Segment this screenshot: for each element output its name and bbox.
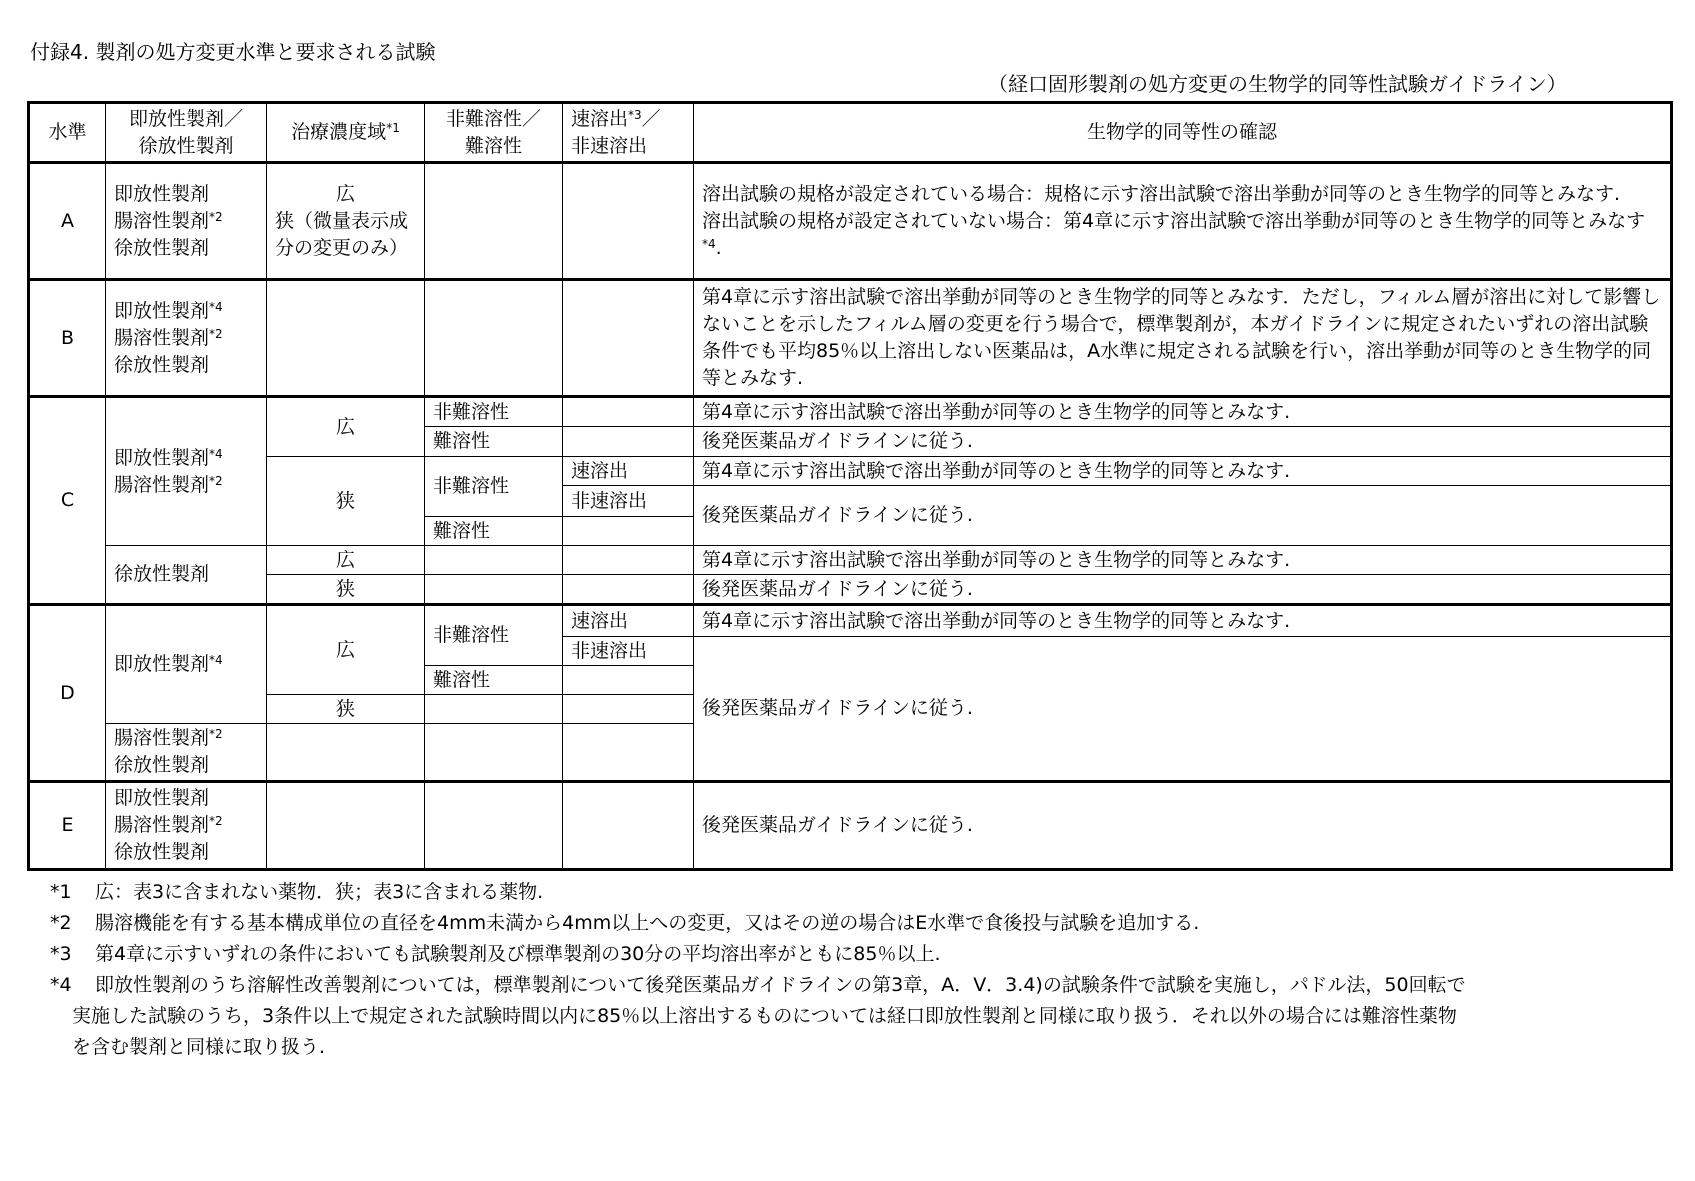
empty-cell [425,280,563,397]
empty-cell [425,782,563,870]
dissolution-cell: 速溶出 [563,605,694,637]
footnote-3: *3 第4章に示すいずれの条件においても試験製剤及び標準製剤の30分の平均溶出率がともに85％以上. [50,943,941,965]
therapeutic-cell: 広 [267,605,425,695]
formulation-cell: 腸溶性製剤$^{*2}$ 徐放性製剤 [106,724,267,782]
empty-cell [425,724,563,782]
source-note: （経口固形製剤の処方変更の生物学的同等性試験ガイドライン） [988,72,1567,96]
formulation-cell: 即放性製剤$^{*4}$ 腸溶性製剤$^{*2}$ 徐放性製剤 [106,280,267,397]
empty-cell [563,695,694,724]
confirmation-cell: 溶出試験の規格が設定されている場合：規格に示す溶出試験で溶出挙動が同等のとき生物学的同等とみなす. 溶出試験の規格が設定されていない場合：第4章に示す溶出試験で溶出挙動が同等のとき生物学的同等とみなす$^{*4}$. [694,163,1672,280]
table-row-c [29,397,1672,427]
empty-cell [563,163,694,280]
empty-cell [563,546,694,575]
empty-cell [563,517,694,546]
level-b: B [29,280,106,397]
empty-cell [563,427,694,457]
footnote-2: *2 腸溶機能を有する基本構成単位の直径を4mm未満から4mm以上への変更，又はその逆の場合はE水準で食後投与試験を追加する. [50,912,1200,934]
formulation-cell: 徐放性製剤 [106,546,267,605]
table-row-a [29,163,1672,280]
solubility-cell: 難溶性 [425,427,563,457]
change-level-table [27,101,1673,871]
page-title: 付録4. 製剤の処方変更水準と要求される試験 [30,40,436,64]
formulation-cell: 即放性製剤$^{*4}$ [106,605,267,724]
therapeutic-cell: 広 [267,546,425,575]
footnote-4-cont: 実施した試験のうち，3条件以上で規定された試験時間以内に85％以上溶出するものについては経口即放性製剤と同様に取り扱う．それ以外の場合には難溶性薬物 [72,1005,1457,1027]
dissolution-cell: 非速溶出 [563,486,694,517]
empty-cell [563,280,694,397]
empty-cell [425,546,563,575]
header-solubility: 非難溶性／ 難溶性 [425,103,563,163]
header-row [29,103,1672,163]
formulation-cell: 即放性製剤 腸溶性製剤$^{*2}$ 徐放性製剤 [106,163,267,280]
confirmation-cell: 後発医薬品ガイドラインに従う. [694,427,1672,457]
empty-cell [425,163,563,280]
header-confirmation: 生物学的同等性の確認 [694,103,1672,163]
formulation-cell: 即放性製剤$^{*4}$ 腸溶性製剤$^{*2}$ [106,397,267,546]
solubility-cell: 非難溶性 [425,605,563,666]
solubility-cell: 難溶性 [425,517,563,546]
therapeutic-cell: 狭 [267,695,425,724]
empty-cell [563,724,694,782]
table-row [29,457,1672,486]
level-c: C [29,397,106,605]
confirmation-cell: 後発医薬品ガイドラインに従う. [694,782,1672,870]
confirmation-cell: 後発医薬品ガイドラインに従う. [694,486,1672,546]
footnote-1: *1 広：表3に含まれない薬物．狭；表3に含まれる薬物. [50,881,544,903]
table-row [29,575,1672,605]
empty-cell [563,397,694,427]
footnote-4-cont: を含む製剤と同様に取り扱う. [72,1036,326,1058]
table-row-b [29,280,1672,397]
empty-cell [425,575,563,605]
therapeutic-cell: 狭 [267,457,425,546]
empty-cell [425,695,563,724]
confirmation-cell: 第4章に示す溶出試験で溶出挙動が同等のとき生物学的同等とみなす. [694,546,1672,575]
empty-cell [563,666,694,695]
table-row-e [29,782,1672,870]
header-therapeutic-range: 治療濃度域$^{*1}$ [267,103,425,163]
empty-cell [563,575,694,605]
confirmation-cell: 第4章に示す溶出試験で溶出挙動が同等のとき生物学的同等とみなす. [694,397,1672,427]
header-level: 水準 [29,103,106,163]
level-d: D [29,605,106,782]
confirmation-cell: 第4章に示す溶出試験で溶出挙動が同等のとき生物学的同等とみなす. [694,605,1672,637]
dissolution-cell: 非速溶出 [563,637,694,666]
level-e: E [29,782,106,870]
confirmation-cell: 第4章に示す溶出試験で溶出挙動が同等のとき生物学的同等とみなす. [694,457,1672,486]
empty-cell [267,724,425,782]
level-a: A [29,163,106,280]
solubility-cell: 非難溶性 [425,457,563,517]
confirmation-cell: 第4章に示す溶出試験で溶出挙動が同等のとき生物学的同等とみなす．ただし，フィルム層が溶出に対して影響しないことを示したフィルム層の変更を行う場合で，標準製剤が，本ガイドラインに規定されたいずれの溶出試験条件でも平均85％以上溶出しない医薬品は，A水準に規定される試験を行い，溶出挙動が同等のとき生物学的同等とみなす. [694,280,1672,397]
table-row [29,546,1672,575]
confirmation-cell: 後発医薬品ガイドラインに従う. [694,637,1672,782]
empty-cell [267,280,425,397]
empty-cell [563,782,694,870]
solubility-cell: 難溶性 [425,666,563,695]
therapeutic-cell: 広 狭（微量表示成分の変更のみ） [267,163,425,280]
therapeutic-cell: 狭 [267,575,425,605]
solubility-cell: 非難溶性 [425,397,563,427]
confirmation-cell: 後発医薬品ガイドラインに従う. [694,575,1672,605]
formulation-cell: 即放性製剤 腸溶性製剤$^{*2}$ 徐放性製剤 [106,782,267,870]
header-formulation: 即放性製剤／ 徐放性製剤 [106,103,267,163]
footnote-4: *4 即放性製剤のうち溶解性改善製剤については，標準製剤について後発医薬品ガイドラインの第3章，A．Ⅴ．3.4)の試験条件で試験を実施し，パドル法，50回転で [50,974,1466,996]
footnotes [50,877,1670,1063]
therapeutic-cell: 広 [267,397,425,457]
header-dissolution: 速溶出$^{*3}$／ 非速溶出 [563,103,694,163]
empty-cell [267,782,425,870]
table-row-d [29,605,1672,637]
dissolution-cell: 速溶出 [563,457,694,486]
